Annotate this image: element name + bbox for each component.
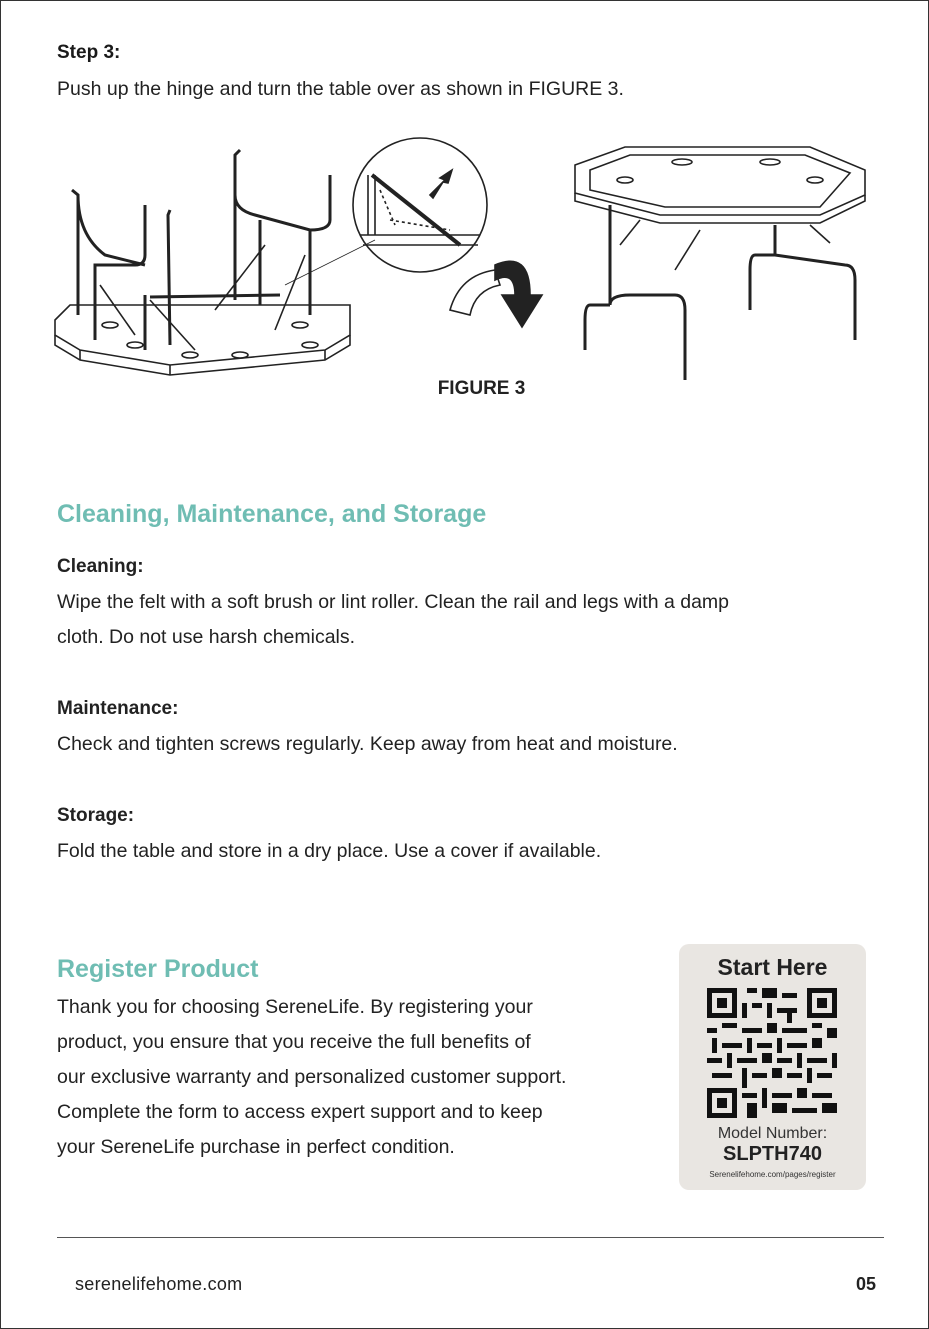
model-number-label: Model Number: (717, 1125, 828, 1142)
maintenance-title: Maintenance: (57, 698, 179, 719)
storage-text (57, 834, 601, 869)
figure-3-illustration (50, 135, 870, 385)
upside-down-table (55, 150, 350, 375)
register-section-title: Register Product (57, 955, 259, 983)
maintenance-text (57, 727, 678, 762)
rotate-arrow (450, 261, 542, 327)
care-section-title: Cleaning, Maintenance, and Storage (57, 500, 487, 528)
storage-title: Storage: (57, 805, 135, 826)
register-line: Thank you for choosing SereneLife. By registering your (57, 996, 533, 1018)
cleaning-text (57, 585, 729, 655)
upright-table (575, 147, 865, 380)
footer-site-link[interactable]: serenelifehome.com (75, 1274, 243, 1294)
register-qr-card[interactable] (679, 944, 866, 1190)
register-line: Complete the form to access expert support and to keep (57, 1101, 543, 1123)
model-number: SLPTH740 (723, 1143, 822, 1165)
footer-divider (57, 1237, 884, 1238)
register-line: our exclusive warranty and personalized customer support. (57, 1066, 567, 1088)
page-number: 05 (855, 1274, 876, 1294)
cleaning-line: Wipe the felt with a soft brush or lint roller. Clean the rail and legs with a damp (57, 591, 729, 613)
register-url[interactable]: Serenelifehome.com/pages/register (709, 1170, 836, 1179)
cleaning-line: cloth. Do not use harsh chemicals. (57, 626, 356, 648)
figure-caption: FIGURE 3 (437, 378, 526, 399)
maintenance-line: Check and tighten screws regularly. Keep away from heat and moisture. (57, 733, 678, 755)
register-line: product, you ensure that you receive the full benefits of (57, 1031, 531, 1053)
register-line: your SereneLife purchase in perfect condition. (57, 1136, 455, 1158)
step-title: Step 3: (57, 42, 121, 63)
qr-code-icon[interactable] (707, 988, 837, 1118)
cleaning-title: Cleaning: (57, 556, 144, 577)
qr-card-title: Start Here (717, 954, 828, 980)
register-text (57, 990, 566, 1165)
hinge-detail-circle (285, 138, 487, 285)
step-text: Push up the hinge and turn the table over as shown in FIGURE 3. (57, 78, 624, 100)
storage-line: Fold the table and store in a dry place. Use a cover if available. (57, 840, 602, 862)
